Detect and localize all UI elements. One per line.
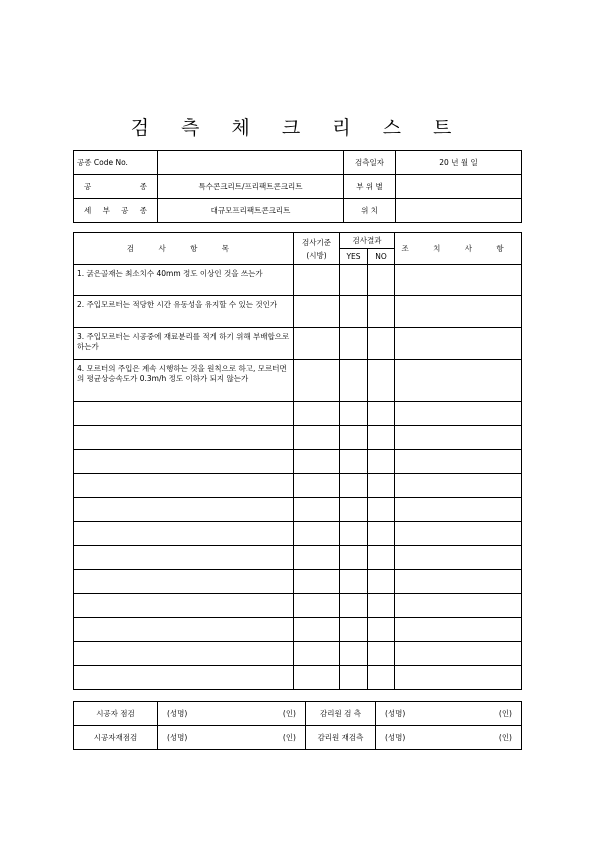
item-cell[interactable] <box>74 618 294 642</box>
no-cell[interactable] <box>368 474 395 498</box>
criteria-cell[interactable] <box>294 570 340 594</box>
yes-cell[interactable] <box>340 618 368 642</box>
criteria-cell[interactable] <box>294 426 340 450</box>
action-cell[interactable] <box>395 570 522 594</box>
action-cell[interactable] <box>395 666 522 690</box>
criteria-cell[interactable] <box>294 265 340 296</box>
yes-cell[interactable] <box>340 402 368 426</box>
table-row <box>74 498 522 522</box>
seal-label: (인) <box>282 709 296 718</box>
detail-value[interactable]: 대규모프리팩트콘크리트 <box>158 199 344 223</box>
criteria-cell[interactable] <box>294 360 340 402</box>
table-row <box>74 522 522 546</box>
item-cell[interactable] <box>74 642 294 666</box>
date-label: 검측일자 <box>344 151 396 175</box>
no-cell[interactable] <box>368 265 395 296</box>
criteria-cell[interactable] <box>294 594 340 618</box>
yes-cell[interactable] <box>340 522 368 546</box>
criteria-cell[interactable] <box>294 474 340 498</box>
yes-cell[interactable] <box>340 426 368 450</box>
name-label: (성명) <box>167 733 188 742</box>
signature-table <box>73 701 522 750</box>
item-cell[interactable] <box>74 546 294 570</box>
name-label: (성명) <box>167 709 188 718</box>
no-cell[interactable] <box>368 618 395 642</box>
action-cell[interactable] <box>395 360 522 402</box>
supervisor-reinspect-label: 감리원 재검측 <box>306 726 376 750</box>
action-cell[interactable] <box>395 426 522 450</box>
header-criteria: 검사기준 (시방) <box>294 233 340 265</box>
action-cell[interactable] <box>395 296 522 328</box>
table-row <box>74 594 522 618</box>
action-cell[interactable] <box>395 450 522 474</box>
info-table <box>73 150 522 223</box>
table-row <box>74 618 522 642</box>
criteria-cell[interactable] <box>294 450 340 474</box>
yes-cell[interactable] <box>340 474 368 498</box>
work-label: 공 종 <box>74 175 158 199</box>
contractor-check-label: 시공자 점검 <box>74 702 158 726</box>
no-cell[interactable] <box>368 522 395 546</box>
criteria-cell[interactable] <box>294 666 340 690</box>
header-action: 조 치 사 항 <box>395 233 522 265</box>
action-cell[interactable] <box>395 474 522 498</box>
no-cell[interactable] <box>368 666 395 690</box>
item-cell[interactable] <box>74 666 294 690</box>
table-row <box>74 296 522 328</box>
part-value[interactable] <box>396 175 522 199</box>
no-cell[interactable] <box>368 360 395 402</box>
no-cell[interactable] <box>368 498 395 522</box>
yes-cell[interactable] <box>340 296 368 328</box>
action-cell[interactable] <box>395 594 522 618</box>
yes-cell[interactable] <box>340 498 368 522</box>
yes-cell[interactable] <box>340 642 368 666</box>
yes-cell[interactable] <box>340 666 368 690</box>
date-value[interactable]: 20 년 월 일 <box>396 151 522 175</box>
no-cell[interactable] <box>368 296 395 328</box>
item-cell[interactable] <box>74 570 294 594</box>
item-cell[interactable] <box>74 450 294 474</box>
no-cell[interactable] <box>368 426 395 450</box>
name-label: (성명) <box>385 709 406 718</box>
item-cell[interactable] <box>74 402 294 426</box>
info-row-work <box>74 175 522 199</box>
criteria-cell[interactable] <box>294 328 340 360</box>
no-cell[interactable] <box>368 594 395 618</box>
signature-row <box>74 726 522 750</box>
criteria-cell[interactable] <box>294 402 340 426</box>
yes-cell[interactable] <box>340 570 368 594</box>
item-cell[interactable] <box>74 426 294 450</box>
action-cell[interactable] <box>395 522 522 546</box>
signature-row <box>74 702 522 726</box>
location-label: 위 치 <box>344 199 396 223</box>
code-label: 공종 Code No. <box>74 151 158 175</box>
yes-cell[interactable] <box>340 328 368 360</box>
seal-label: (인) <box>498 709 512 718</box>
action-cell[interactable] <box>395 642 522 666</box>
yes-cell[interactable] <box>340 265 368 296</box>
header-result: 검사결과 <box>340 233 395 249</box>
yes-cell[interactable] <box>340 360 368 402</box>
contractor-recheck-label: 시공자재점검 <box>74 726 158 750</box>
no-cell[interactable] <box>368 546 395 570</box>
table-row <box>74 570 522 594</box>
seal-label: (인) <box>498 733 512 742</box>
seal-label: (인) <box>282 733 296 742</box>
header-item: 검 사 항 목 <box>74 233 294 265</box>
header-yes: YES <box>340 249 368 265</box>
page-title: 검 측 체 크 리 스 트 <box>130 117 465 139</box>
no-cell[interactable] <box>368 570 395 594</box>
item-cell[interactable] <box>74 594 294 618</box>
table-row <box>74 402 522 426</box>
table-row <box>74 265 522 296</box>
check-header-row <box>74 233 522 249</box>
no-cell[interactable] <box>368 450 395 474</box>
check-item: 4. 모르터의 주입은 계속 시행하는 것을 원칙으로 하고, 모르터면의 평균상승속도가 0.3m/h 정도 이하가 되지 않는가 <box>74 360 294 402</box>
criteria-cell[interactable] <box>294 498 340 522</box>
check-item: 2. 주입모르터는 적당한 시간 유동성을 유지할 수 있는 것인가 <box>74 296 294 328</box>
supervisor-inspect-sign[interactable] <box>376 702 522 726</box>
item-cell[interactable] <box>74 498 294 522</box>
table-row <box>74 474 522 498</box>
criteria-cell[interactable] <box>294 296 340 328</box>
action-cell[interactable] <box>395 498 522 522</box>
table-row <box>74 666 522 690</box>
item-cell[interactable] <box>74 522 294 546</box>
yes-cell[interactable] <box>340 594 368 618</box>
table-row <box>74 642 522 666</box>
criteria-cell[interactable] <box>294 642 340 666</box>
yes-cell[interactable] <box>340 450 368 474</box>
table-row <box>74 328 522 360</box>
table-row <box>74 360 522 402</box>
info-row-code <box>74 151 522 175</box>
item-cell[interactable] <box>74 474 294 498</box>
info-row-detail <box>74 199 522 223</box>
work-value[interactable]: 특수콘크리트/프리팩트콘크리트 <box>158 175 344 199</box>
check-item: 3. 주입모르터는 시공중에 재료분리를 적게 하기 위해 부배합으로 하는가 <box>74 328 294 360</box>
yes-cell[interactable] <box>340 546 368 570</box>
name-label: (성명) <box>385 733 406 742</box>
table-row <box>74 426 522 450</box>
action-cell[interactable] <box>395 618 522 642</box>
header-no: NO <box>368 249 395 265</box>
contractor-check-sign[interactable] <box>158 702 306 726</box>
check-item: 1. 굵은골재는 최소치수 40mm 정도 이상인 것을 쓰는가 <box>74 265 294 296</box>
action-cell[interactable] <box>395 546 522 570</box>
action-cell[interactable] <box>395 402 522 426</box>
detail-label: 세 부 공 종 <box>74 199 158 223</box>
supervisor-reinspect-sign[interactable] <box>376 726 522 750</box>
action-cell[interactable] <box>395 328 522 360</box>
criteria-cell[interactable] <box>294 546 340 570</box>
table-row <box>74 450 522 474</box>
criteria-cell[interactable] <box>294 618 340 642</box>
code-value[interactable] <box>158 151 344 175</box>
contractor-recheck-sign[interactable] <box>158 726 306 750</box>
no-cell[interactable] <box>368 328 395 360</box>
no-cell[interactable] <box>368 642 395 666</box>
check-table <box>73 232 522 690</box>
criteria-cell[interactable] <box>294 522 340 546</box>
location-value[interactable] <box>396 199 522 223</box>
supervisor-inspect-label: 감리원 검 측 <box>306 702 376 726</box>
table-row <box>74 546 522 570</box>
no-cell[interactable] <box>368 402 395 426</box>
part-label: 부 위 별 <box>344 175 396 199</box>
action-cell[interactable] <box>395 265 522 296</box>
